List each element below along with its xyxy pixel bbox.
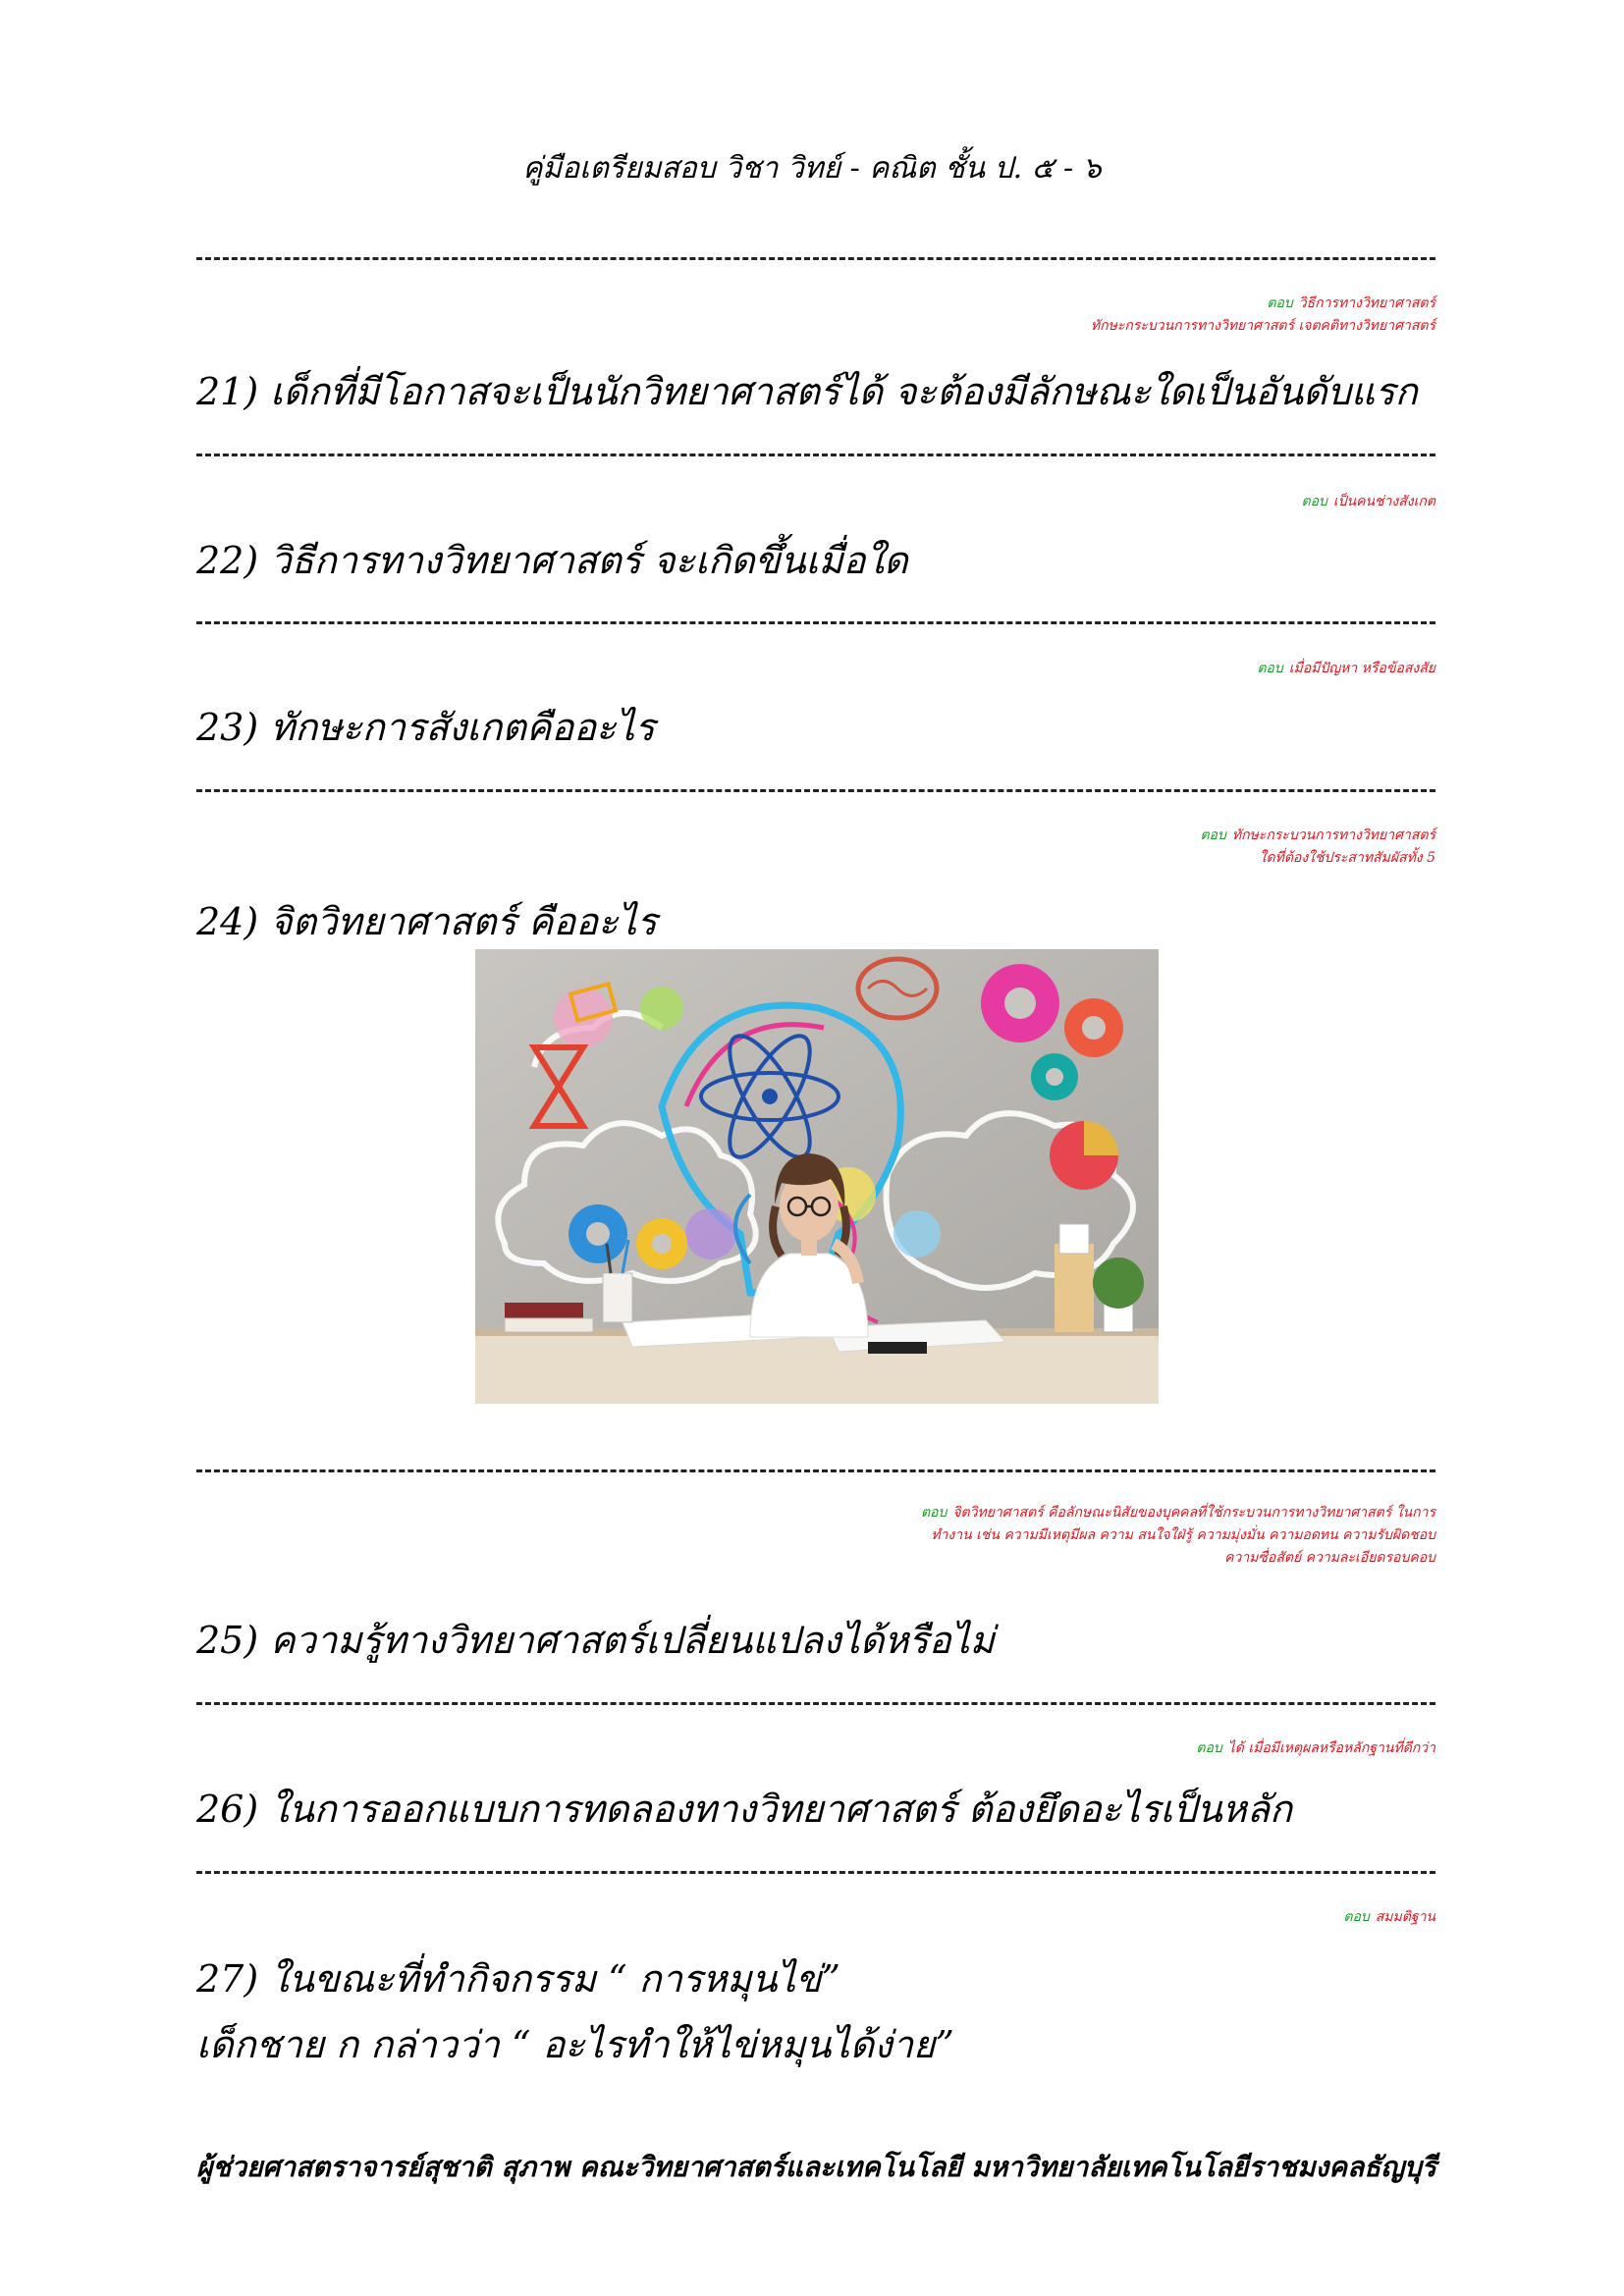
answer-25	[1196, 1737, 1435, 1760]
answer-23	[1200, 825, 1435, 870]
answer-label: ตอบ	[1257, 661, 1283, 676]
question-27-line-1: 27) ในขณะที่ทำกิจกรรม “ การหมุนไข่”	[196, 1957, 840, 2001]
answer-text: วิธีการทางวิทยาศาสตร์	[1298, 295, 1435, 311]
answer-text: ทักษะกระบวนการทางวิทยาศาสตร์	[1231, 828, 1435, 843]
answer-26	[1343, 1906, 1435, 1929]
answer-label: ตอบ	[1267, 295, 1293, 311]
answer-text: ทำงาน เช่น ความมีเหตุมีผล ความ สนใจใฝ่รู้ ความมุ่งมั่น ความอดทน ความรับผิดชอบ	[931, 1527, 1435, 1543]
answer-text: จิตวิทยาศาสตร์ คือลักษณะนิสัยของบุคคลที่ใช้กระบวนการทางวิทยาศาสตร์ ในการ	[952, 1505, 1435, 1521]
answer-label: ตอบ	[1343, 1909, 1370, 1925]
answer-text: ใดที่ต้องใช้ประสาทสัมผัสทั้ง 5	[1259, 850, 1435, 866]
question-26: 26) ในการออกแบบการทดลองทางวิทยาศาสตร์ ต้องยึดอะไรเป็นหลัก	[196, 1788, 1293, 1831]
answer-text: ได้ เมื่อมีเหตุผลหรือหลักฐานที่ดีกว่า	[1227, 1740, 1435, 1756]
question-23: 23) ทักษะการสังเกตคืออะไร	[196, 706, 655, 749]
answer-text: เมื่อมีปัญหา หรือข้อสงสัย	[1288, 661, 1435, 676]
separator	[196, 454, 1435, 456]
answer-21	[1301, 491, 1435, 513]
answer-block	[1091, 293, 1435, 338]
answer-text: ทักษะกระบวนการทางวิทยาศาสตร์ เจตคติทางวิทยาศาสตร์	[1090, 318, 1435, 334]
page-header: คู่มือเตรียมสอบ วิชา วิทย์ - คณิต ชั้น ป. ๕ - ๖	[522, 151, 1102, 186]
answer-text: เป็นคนช่างสังเกต	[1332, 494, 1435, 509]
separator	[196, 621, 1435, 624]
separator	[196, 1469, 1435, 1472]
page-footer: ผู้ช่วยศาสตราจารย์สุชาติ สุภาพ คณะวิทยาศาสตร์และเทคโนโลยี มหาวิทยาลัยเทคโนโลยีราชมงคลธัญบุรี	[196, 2151, 1436, 2183]
answer-text: ความซื่อสัตย์ ความละเอียดรอบคอบ	[1224, 1550, 1435, 1566]
answer-label: ตอบ	[1301, 494, 1327, 509]
separator	[196, 789, 1435, 792]
separator	[196, 1702, 1435, 1705]
answer-text: สมมติฐาน	[1375, 1909, 1435, 1925]
science-illustration	[475, 949, 1159, 1404]
separator	[196, 257, 1435, 260]
separator	[196, 1871, 1435, 1874]
answer-label: ตอบ	[1200, 828, 1226, 843]
question-24: 24) จิตวิทยาศาสตร์ คืออะไร	[196, 900, 658, 943]
question-22: 22) วิธีการทางวิทยาศาสตร์ จะเกิดขึ้นเมื่อใด	[196, 539, 908, 582]
answer-label: ตอบ	[1196, 1740, 1222, 1756]
question-21: 21) เด็กที่มีโอกาสจะเป็นนักวิทยาศาสตร์ได้ จะต้องมีลักษณะใดเป็นอันดับแรก	[196, 370, 1418, 413]
answer-24	[921, 1502, 1435, 1570]
question-25: 25) ความรู้ทางวิทยาศาสตร์เปลี่ยนแปลงได้หรือไม่	[196, 1619, 995, 1662]
question-27-line-2: เด็กชาย ก กล่าวว่า “ อะไรทำให้ไข่หมุนได้ง่าย”	[196, 2023, 954, 2066]
answer-label: ตอบ	[920, 1505, 947, 1521]
answer-22	[1257, 658, 1435, 680]
